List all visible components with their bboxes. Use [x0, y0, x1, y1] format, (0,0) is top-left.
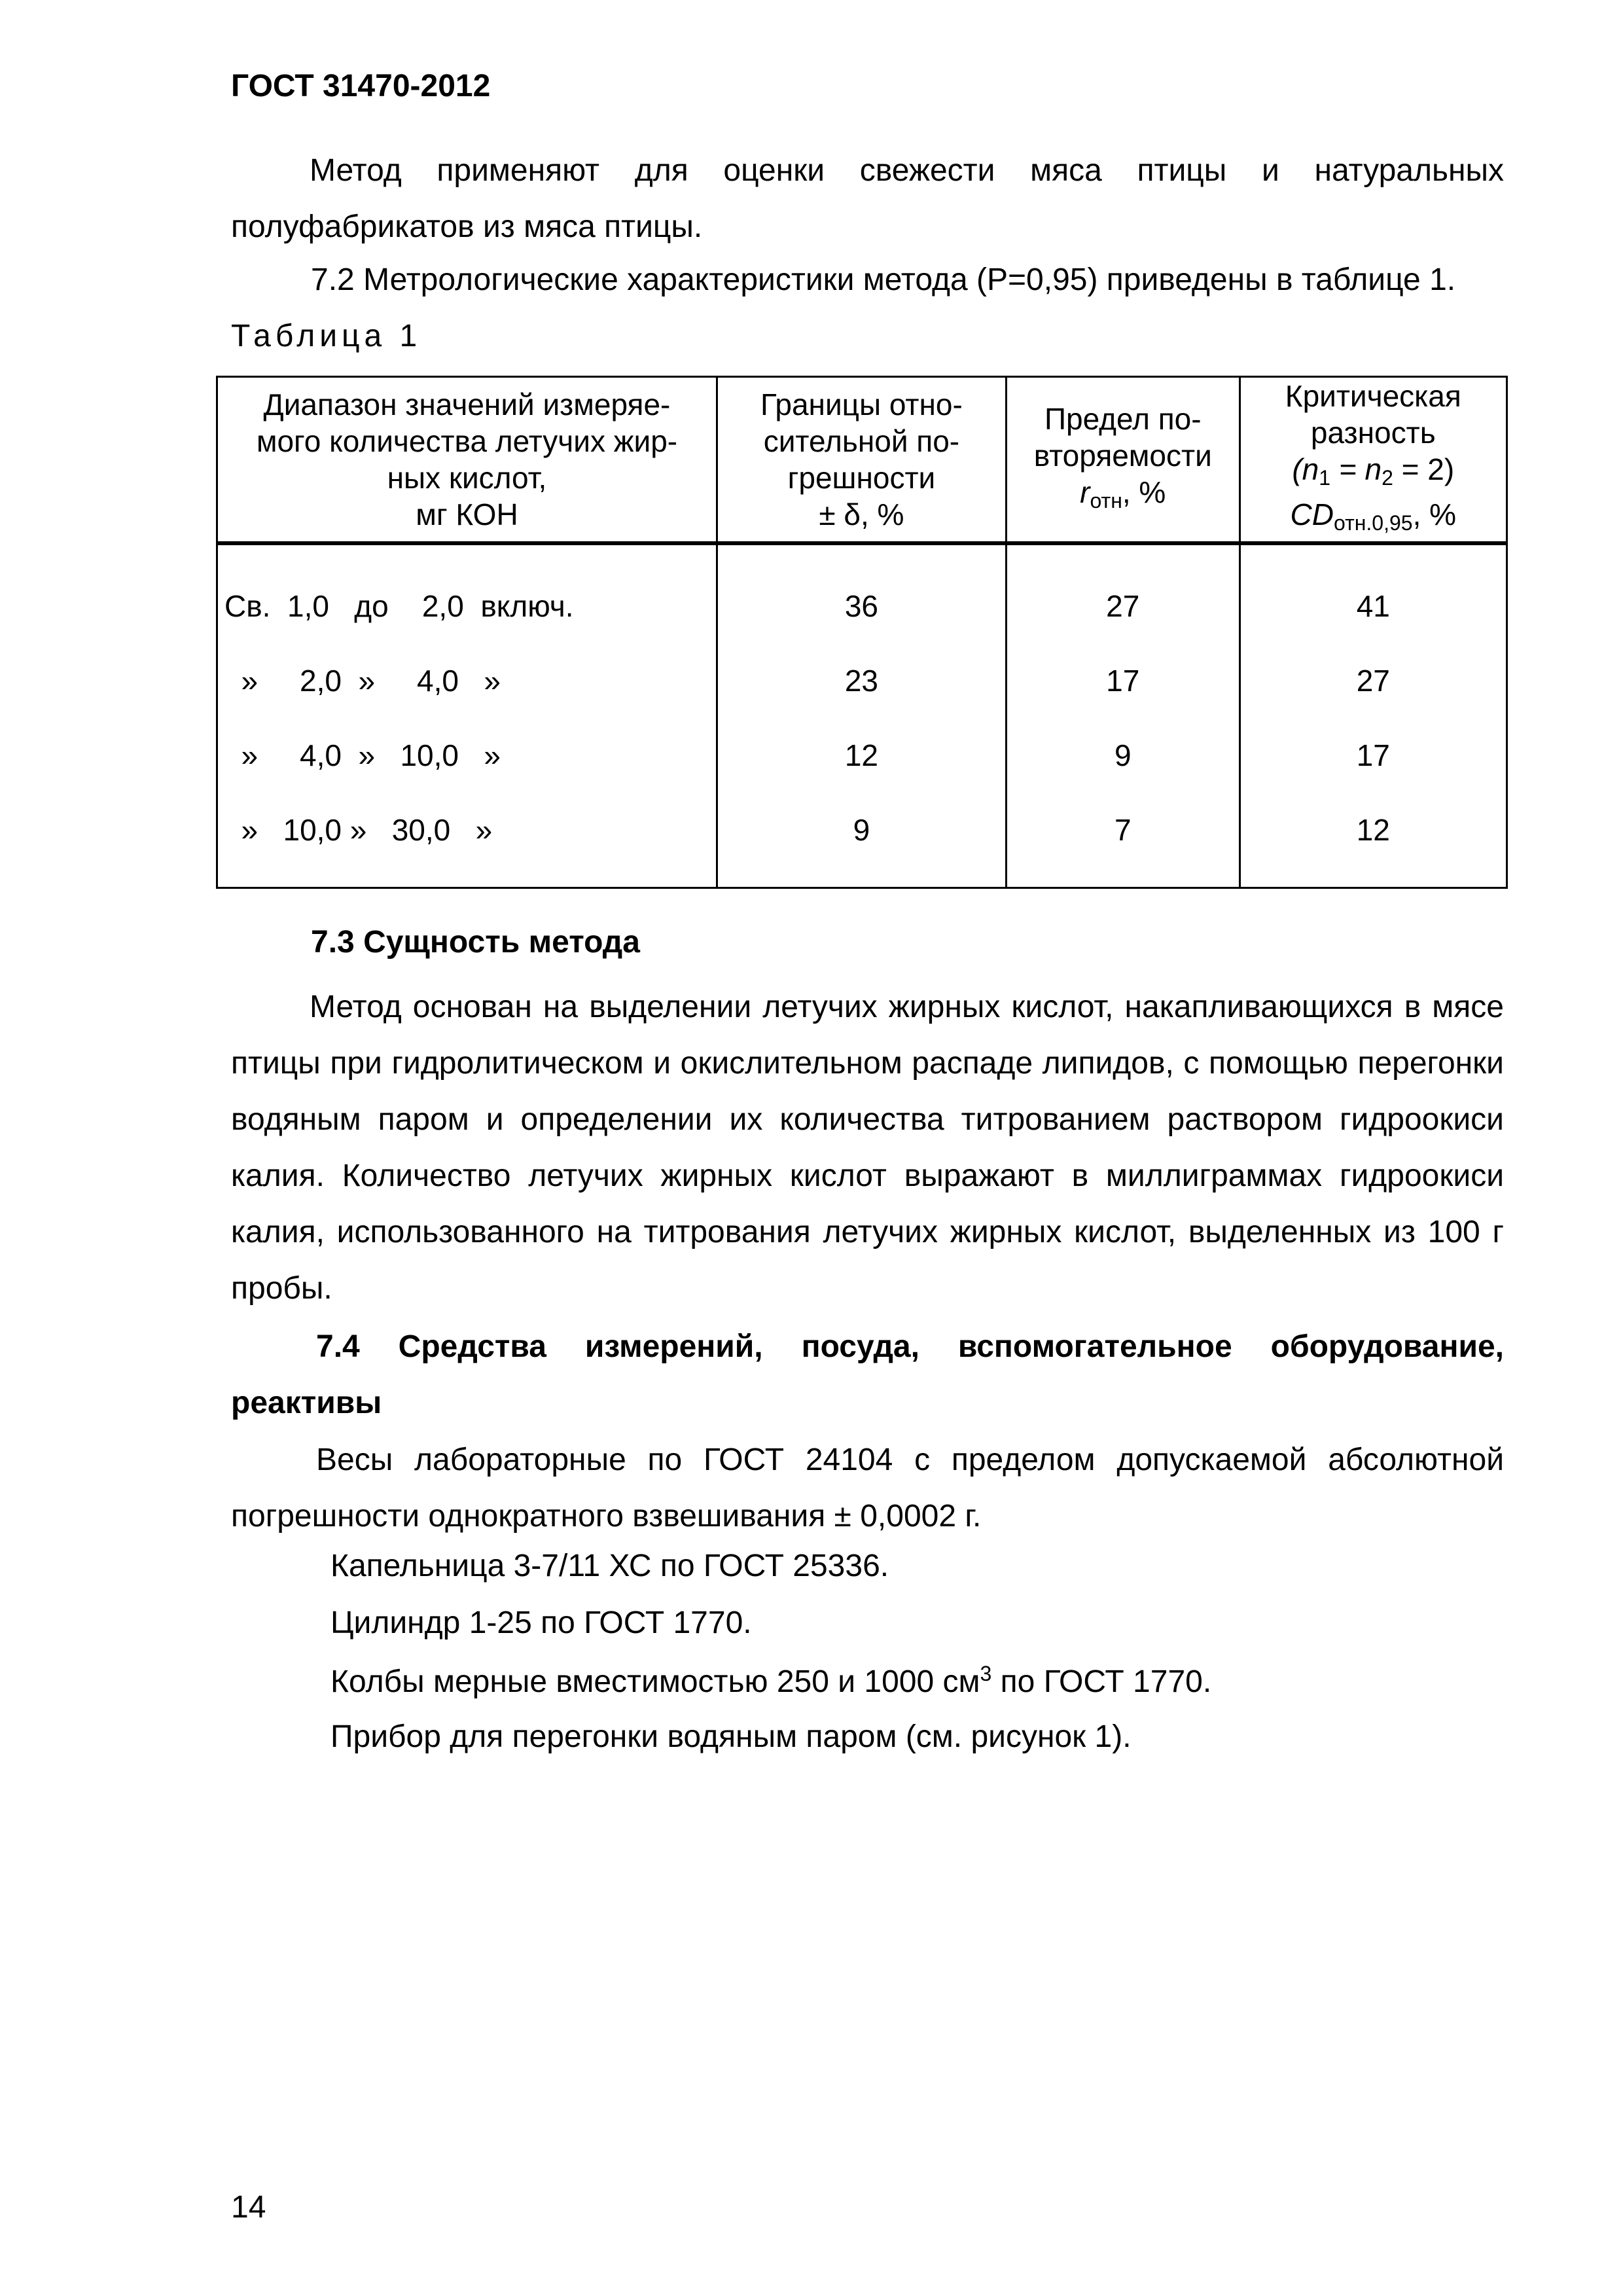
cell-repeatability: 27	[1006, 543, 1240, 643]
list-item: Капельница 3-7/11 ХС по ГОСТ 25336.	[330, 1549, 889, 1583]
cell-range: » 2,0 » 4,0 »	[217, 643, 717, 718]
cell-critical: 27	[1240, 643, 1507, 718]
cell-range: » 4,0 » 10,0 »	[217, 718, 717, 793]
list-item: Цилиндр 1-25 по ГОСТ 1770.	[330, 1605, 752, 1640]
page-number: 14	[231, 2190, 266, 2225]
section-7-3-title: 7.3 Сущность метода	[311, 925, 640, 960]
cell-repeatability: 9	[1006, 718, 1240, 793]
section-7-3-text: Метод основан на выделении летучих жирных кислот, накапливающихся в мясе птицы при гидролитическом и окислительном распаде липидов, с помощью перегонки водяным паром и определении их количества титрованием раствором гидроокиси калия. Количество летучих жирных кислот выражают в миллиграммах гидроокиси калия, использованного на титрования летучих жирных кислот, выделенных из 100 г пробы.	[231, 990, 1504, 1306]
table-row	[217, 543, 1507, 643]
cell-range: » 10,0 » 30,0 »	[217, 793, 717, 888]
cell-delta: 12	[717, 718, 1006, 793]
header-critical-difference: Критическая разность $(n_1 = n_2 = 2)$ $CD_{отн.0,95}$, %	[1240, 377, 1507, 544]
cell-repeatability: 17	[1006, 643, 1240, 718]
cell-critical: 17	[1240, 718, 1507, 793]
cell-range: Св. 1,0 до 2,0 включ.	[217, 543, 717, 643]
section-7-4-scales: Весы лабораторные по ГОСТ 24104 с пределом допускаемой абсолютной погрешности однократного взвешивания ± 0,0002 г.	[231, 1443, 1504, 1534]
header-repeatability: Предел по- вторяемости $r_{отн}$, %	[1006, 377, 1240, 544]
table-label: Таблица 1	[231, 319, 422, 353]
section-7-4-title: 7.4 Средства измерений, посуда, вспомогательное оборудование, реактивы	[231, 1329, 1504, 1420]
cell-critical: 41	[1240, 543, 1507, 643]
header-range: Диапазон значений измеряе- мого количества летучих жир- ных кислот, мг КОН	[217, 377, 717, 544]
cell-delta: 36	[717, 543, 1006, 643]
cell-delta: 23	[717, 643, 1006, 718]
document-header: ГОСТ 31470-2012	[231, 69, 491, 103]
table-row	[217, 718, 1507, 793]
intro-paragraph: Метод применяют для оценки свежести мяса птицы и натуральных полуфабрикатов из мяса птицы.	[231, 153, 1504, 244]
table-row	[217, 793, 1507, 888]
cell-critical: 12	[1240, 793, 1507, 888]
metrology-table	[216, 376, 1508, 889]
cell-repeatability: 7	[1006, 793, 1240, 888]
list-item: Колбы мерные вместимостью 250 и 1000 $см^3$ по ГОСТ 1770.	[330, 1662, 1212, 1699]
metrology-paragraph: 7.2 Метрологические характеристики метода (P=0,95) приведены в таблице 1.	[311, 262, 1456, 297]
table-row	[217, 643, 1507, 718]
cell-delta: 9	[717, 793, 1006, 888]
list-item: Прибор для перегонки водяным паром (см. рисунок 1).	[330, 1719, 1132, 1754]
header-error-bounds: Границы отно- сительной по- грешности ± δ, %	[717, 377, 1006, 544]
